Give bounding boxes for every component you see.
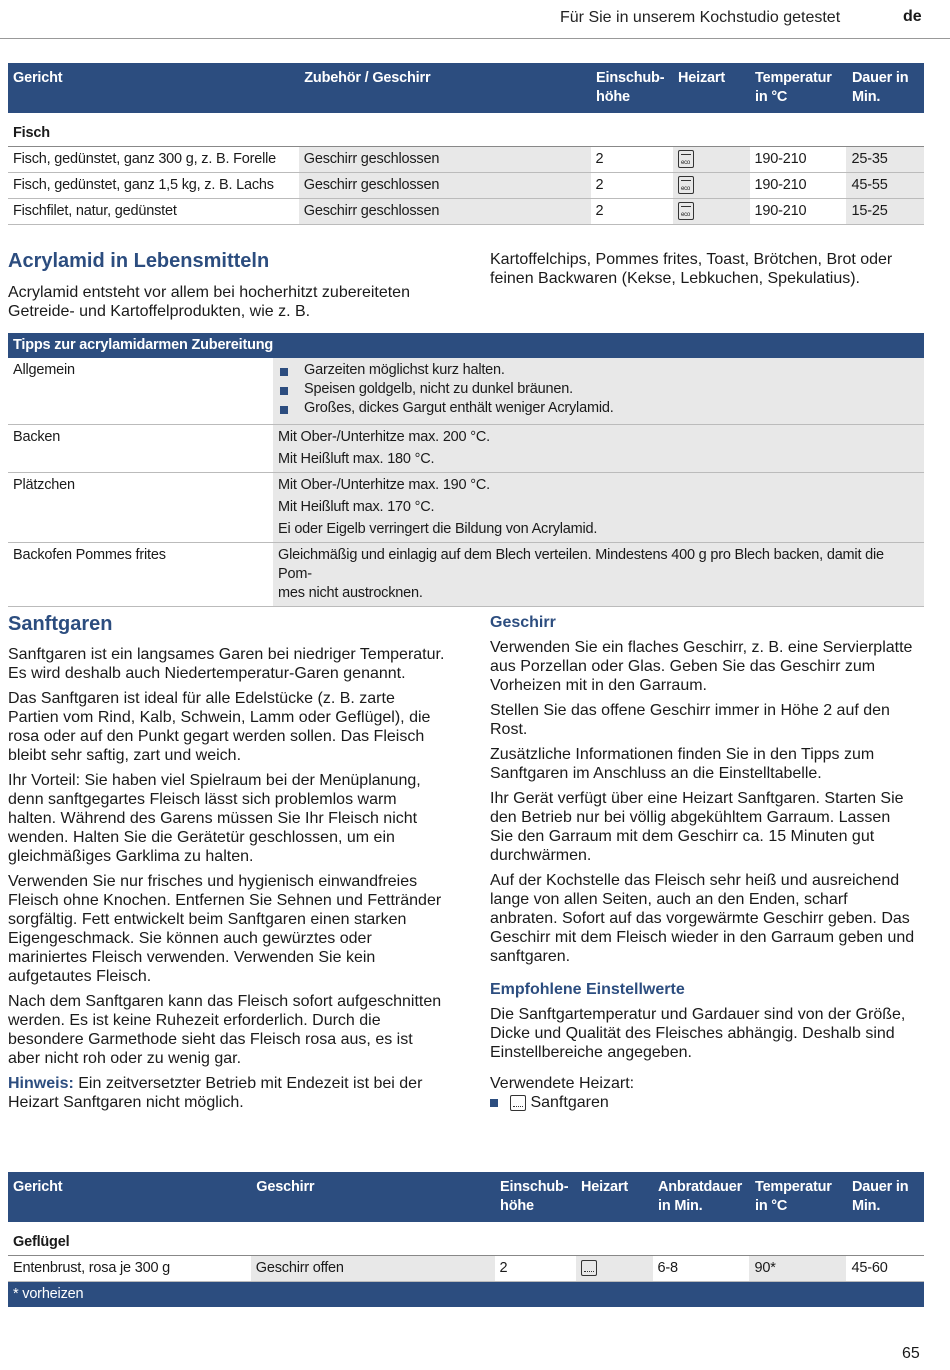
gear-cell: Geschirr offen xyxy=(251,1256,495,1282)
tipp-content xyxy=(273,472,924,542)
page-number: 65 xyxy=(902,1345,920,1362)
tipp-line: Mit Ober-/Unterhitze max. 200 °C. xyxy=(278,428,490,445)
heat-cell xyxy=(576,1256,653,1282)
table-row xyxy=(8,358,924,424)
tipp-bullet: Großes, dickes Gargut enthält weniger Acrylamid. xyxy=(304,400,614,416)
level-cell: 2 xyxy=(591,199,673,225)
col-header-level: Einschub- höhe xyxy=(591,63,673,113)
time-cell: 45-60 xyxy=(846,1256,923,1282)
temp-cell: 190-210 xyxy=(750,199,847,225)
bullet-icon xyxy=(280,387,288,395)
header-rule xyxy=(0,38,950,39)
tipp-content xyxy=(273,424,924,472)
tipp-content xyxy=(273,358,924,424)
bullet-icon xyxy=(280,406,288,414)
tipps-header: Tipps zur acrylamidarmen Zubereitung xyxy=(8,333,924,358)
heat-cell xyxy=(673,199,750,225)
tipp-label: Backen xyxy=(8,424,273,472)
col-header-time: Dauer in Min. xyxy=(846,63,923,113)
table-row xyxy=(8,199,924,225)
level-cell: 2 xyxy=(591,173,673,199)
heizart-label: Verwendete Heizart: xyxy=(490,1075,635,1092)
tipp-label: Backofen Pommes frites xyxy=(8,542,273,606)
heizart-item-label: Sanftgaren xyxy=(530,1094,609,1111)
table-row xyxy=(8,1256,924,1282)
col-header-heat: Heizart xyxy=(673,63,750,113)
col-header-level: Einschub- höhe xyxy=(495,1172,576,1222)
acrylamid-text-left: Acrylamid entsteht vor allem bei hocherhitzt zubereiteten Getreide- und Kartoffelprodukten, wie z. B. xyxy=(8,284,410,320)
col-header-gear: Geschirr xyxy=(251,1172,495,1222)
level-cell: 2 xyxy=(591,147,673,173)
acrylamid-text-right: Kartoffelchips, Pommes frites, Toast, Brötchen, Brot oder feinen Backwaren (Kekse, Lebkuchen, Spekulatius). xyxy=(490,251,893,287)
col-header-temp: Temperatur in °C xyxy=(749,1172,846,1222)
gear-cell: Geschirr geschlossen xyxy=(299,173,591,199)
paragraph: Das Sanftgaren ist ideal für alle Edelstücke (z. B. zarte Partien vom Rind, Kalb, Schwein, Lamm oder Geflügel), die rosa oder auf den Punkt gegart werden sollen. Das Fleisch bleibt sehr saftig, zart und weich. xyxy=(8,690,431,764)
group-label: Geflügel xyxy=(8,1222,924,1256)
heat-cell xyxy=(673,173,750,199)
paragraph: Nach dem Sanftgaren kann das Fleisch sofort aufgeschnitten werden. Es ist keine Ruhezeit erforderlich. Durch die besondere Garmethode sieht das Fleisch rosa aus, es ist aber nicht roh oder zu wenig gar. xyxy=(8,993,442,1067)
footnote: * vorheizen xyxy=(8,1282,924,1308)
heizart-item xyxy=(490,1093,915,1112)
fish-table xyxy=(8,63,924,225)
table-row xyxy=(8,147,924,173)
col-header-time: Dauer in Min. xyxy=(846,1172,923,1222)
poultry-table xyxy=(8,1172,924,1307)
eco-heat-icon: eco xyxy=(678,150,694,168)
table-row xyxy=(8,542,924,606)
hint-text: Ein zeitversetzter Betrieb mit Endezeit ist bei der Heizart Sanftgaren nicht möglich. xyxy=(8,1075,423,1111)
tipp-content xyxy=(273,542,924,606)
paragraph: Die Sanftgartemperatur und Gardauer sind von der Größe, Dicke und Qualität des Fleisches abhängig. Deshalb sind Einstellbereiche angegeben. xyxy=(490,1006,906,1061)
table-row xyxy=(8,424,924,472)
geschirr-title: Geschirr xyxy=(490,614,556,631)
tipps-table xyxy=(8,333,924,607)
tipp-line: Gleichmäßig und einlagig auf dem Blech verteilen. Mindestens 400 g pro Blech backen, damit die Pom- xyxy=(278,546,884,582)
table-group-row xyxy=(8,1222,924,1256)
group-label: Fisch xyxy=(8,113,924,147)
empfohlen-title: Empfohlene Einstellwerte xyxy=(490,981,685,998)
eco-heat-icon: eco xyxy=(678,202,694,220)
geschirr-section xyxy=(490,613,915,1112)
col-header-temp: Temperatur in °C xyxy=(750,63,847,113)
tipp-label: Allgemein xyxy=(8,358,273,424)
level-cell: 2 xyxy=(495,1256,576,1282)
col-header-heat: Heizart xyxy=(576,1172,653,1222)
tipp-label: Plätzchen xyxy=(8,472,273,542)
table-group-row xyxy=(8,113,924,147)
col-header-dish: Gericht xyxy=(8,1172,251,1222)
paragraph: Verwenden Sie nur frisches und hygienisch einwandfreies Fleisch ohne Knochen. Entfernen Sie Sehnen und Fettränder sorgfältig. Fett entwickelt beim Sanftgaren einen starken Eigengeschmack. Sie können auch gewürztes oder mariniertes Fleisch verwenden. Verwenden Sie kein aufgetautes Fleisch. xyxy=(8,873,442,985)
gear-cell: Geschirr geschlossen xyxy=(299,147,591,173)
tipp-line: Mit Heißluft max. 180 °C. xyxy=(278,450,435,467)
header-title: Für Sie in unserem Kochstudio getestet xyxy=(560,9,841,26)
sanftgaren-icon xyxy=(581,1260,597,1276)
temp-cell: 90* xyxy=(749,1256,846,1282)
paragraph: Auf der Kochstelle das Fleisch sehr heiß und ausreichend lange von allen Seiten, auch an den Enden, scharf anbraten. Sofort auf das vorgewärmte Geschirr geben. Das Geschirr mit dem Fleisch wieder in den Garraum geben und sanftgaren. xyxy=(490,872,915,965)
hint-paragraph xyxy=(8,1074,448,1112)
tipp-line: Mit Heißluft max. 170 °C. xyxy=(278,498,435,515)
sanftgaren-icon xyxy=(510,1095,526,1111)
paragraph: Stellen Sie das offene Geschirr immer in Höhe 2 auf den Rost. xyxy=(490,702,890,738)
time-cell: 25-35 xyxy=(846,147,923,173)
dish-cell: Entenbrust, rosa je 300 g xyxy=(8,1256,251,1282)
table-header-row xyxy=(8,1172,924,1222)
sanftgaren-text xyxy=(8,645,448,1118)
dish-cell: Fischfilet, natur, gedünstet xyxy=(8,199,299,225)
col-header-gear: Zubehör / Geschirr xyxy=(299,63,591,113)
paragraph: Zusätzliche Informationen finden Sie in den Tipps zum Sanftgaren im Anschluss an die Einstelltabelle. xyxy=(490,746,875,782)
header-language: de xyxy=(903,8,922,25)
footnote-row xyxy=(8,1282,924,1308)
sanftgaren-title: Sanftgaren xyxy=(8,613,113,635)
acrylamid-title: Acrylamid in Lebensmitteln xyxy=(8,250,270,272)
paragraph: Ihr Gerät verfügt über eine Heizart Sanftgaren. Starten Sie den Betrieb nur bei völlig abgekühltem Garraum. Lassen Sie den Garraum mit dem Geschirr ca. 15 Minuten gut durchwärmen. xyxy=(490,790,904,864)
table-header-row xyxy=(8,63,924,113)
paragraph: Sanftgaren ist ein langsames Garen bei niedriger Temperatur. Es wird deshalb auch Niedertemperatur-Garen genannt. xyxy=(8,646,445,682)
sear-cell: 6-8 xyxy=(653,1256,750,1282)
col-header-sear: Anbratdauer in Min. xyxy=(653,1172,750,1222)
time-cell: 45-55 xyxy=(846,173,923,199)
table-row xyxy=(8,173,924,199)
tipp-bullet: Garzeiten möglichst kurz halten. xyxy=(304,362,505,378)
heat-cell xyxy=(673,147,750,173)
hint-label: Hinweis: xyxy=(8,1075,74,1092)
col-header-dish: Gericht xyxy=(8,63,299,113)
tipp-line: Ei oder Eigelb verringert die Bildung von Acrylamid. xyxy=(278,520,598,537)
temp-cell: 190-210 xyxy=(750,147,847,173)
bullet-icon xyxy=(280,368,288,376)
time-cell: 15-25 xyxy=(846,199,923,225)
paragraph: Verwenden Sie ein flaches Geschirr, z. B. eine Servierplatte aus Porzellan oder Glas. Geben Sie das Geschirr zum Vorheizen mit in den Garraum. xyxy=(490,639,913,694)
table-row xyxy=(8,472,924,542)
tipp-line: mes nicht austrocknen. xyxy=(278,584,423,601)
dish-cell: Fisch, gedünstet, ganz 1,5 kg, z. B. Lachs xyxy=(8,173,299,199)
tipp-bullet: Speisen goldgelb, nicht zu dunkel bräunen. xyxy=(304,381,573,397)
bullet-icon xyxy=(490,1099,498,1107)
temp-cell: 190-210 xyxy=(750,173,847,199)
gear-cell: Geschirr geschlossen xyxy=(299,199,591,225)
dish-cell: Fisch, gedünstet, ganz 300 g, z. B. Forelle xyxy=(8,147,299,173)
tipp-line: Mit Ober-/Unterhitze max. 190 °C. xyxy=(278,476,490,493)
eco-heat-icon: eco xyxy=(678,176,694,194)
paragraph: Ihr Vorteil: Sie haben viel Spielraum bei der Menüplanung, denn sanftgegartes Fleisch lässt sich problemlos warm halten. Während des Garens müssen Sie Ihr Fleisch nicht wenden. Halten Sie die Gerätetür geschlossen, um ein gleichmäßiges Garklima zu halten. xyxy=(8,772,421,865)
